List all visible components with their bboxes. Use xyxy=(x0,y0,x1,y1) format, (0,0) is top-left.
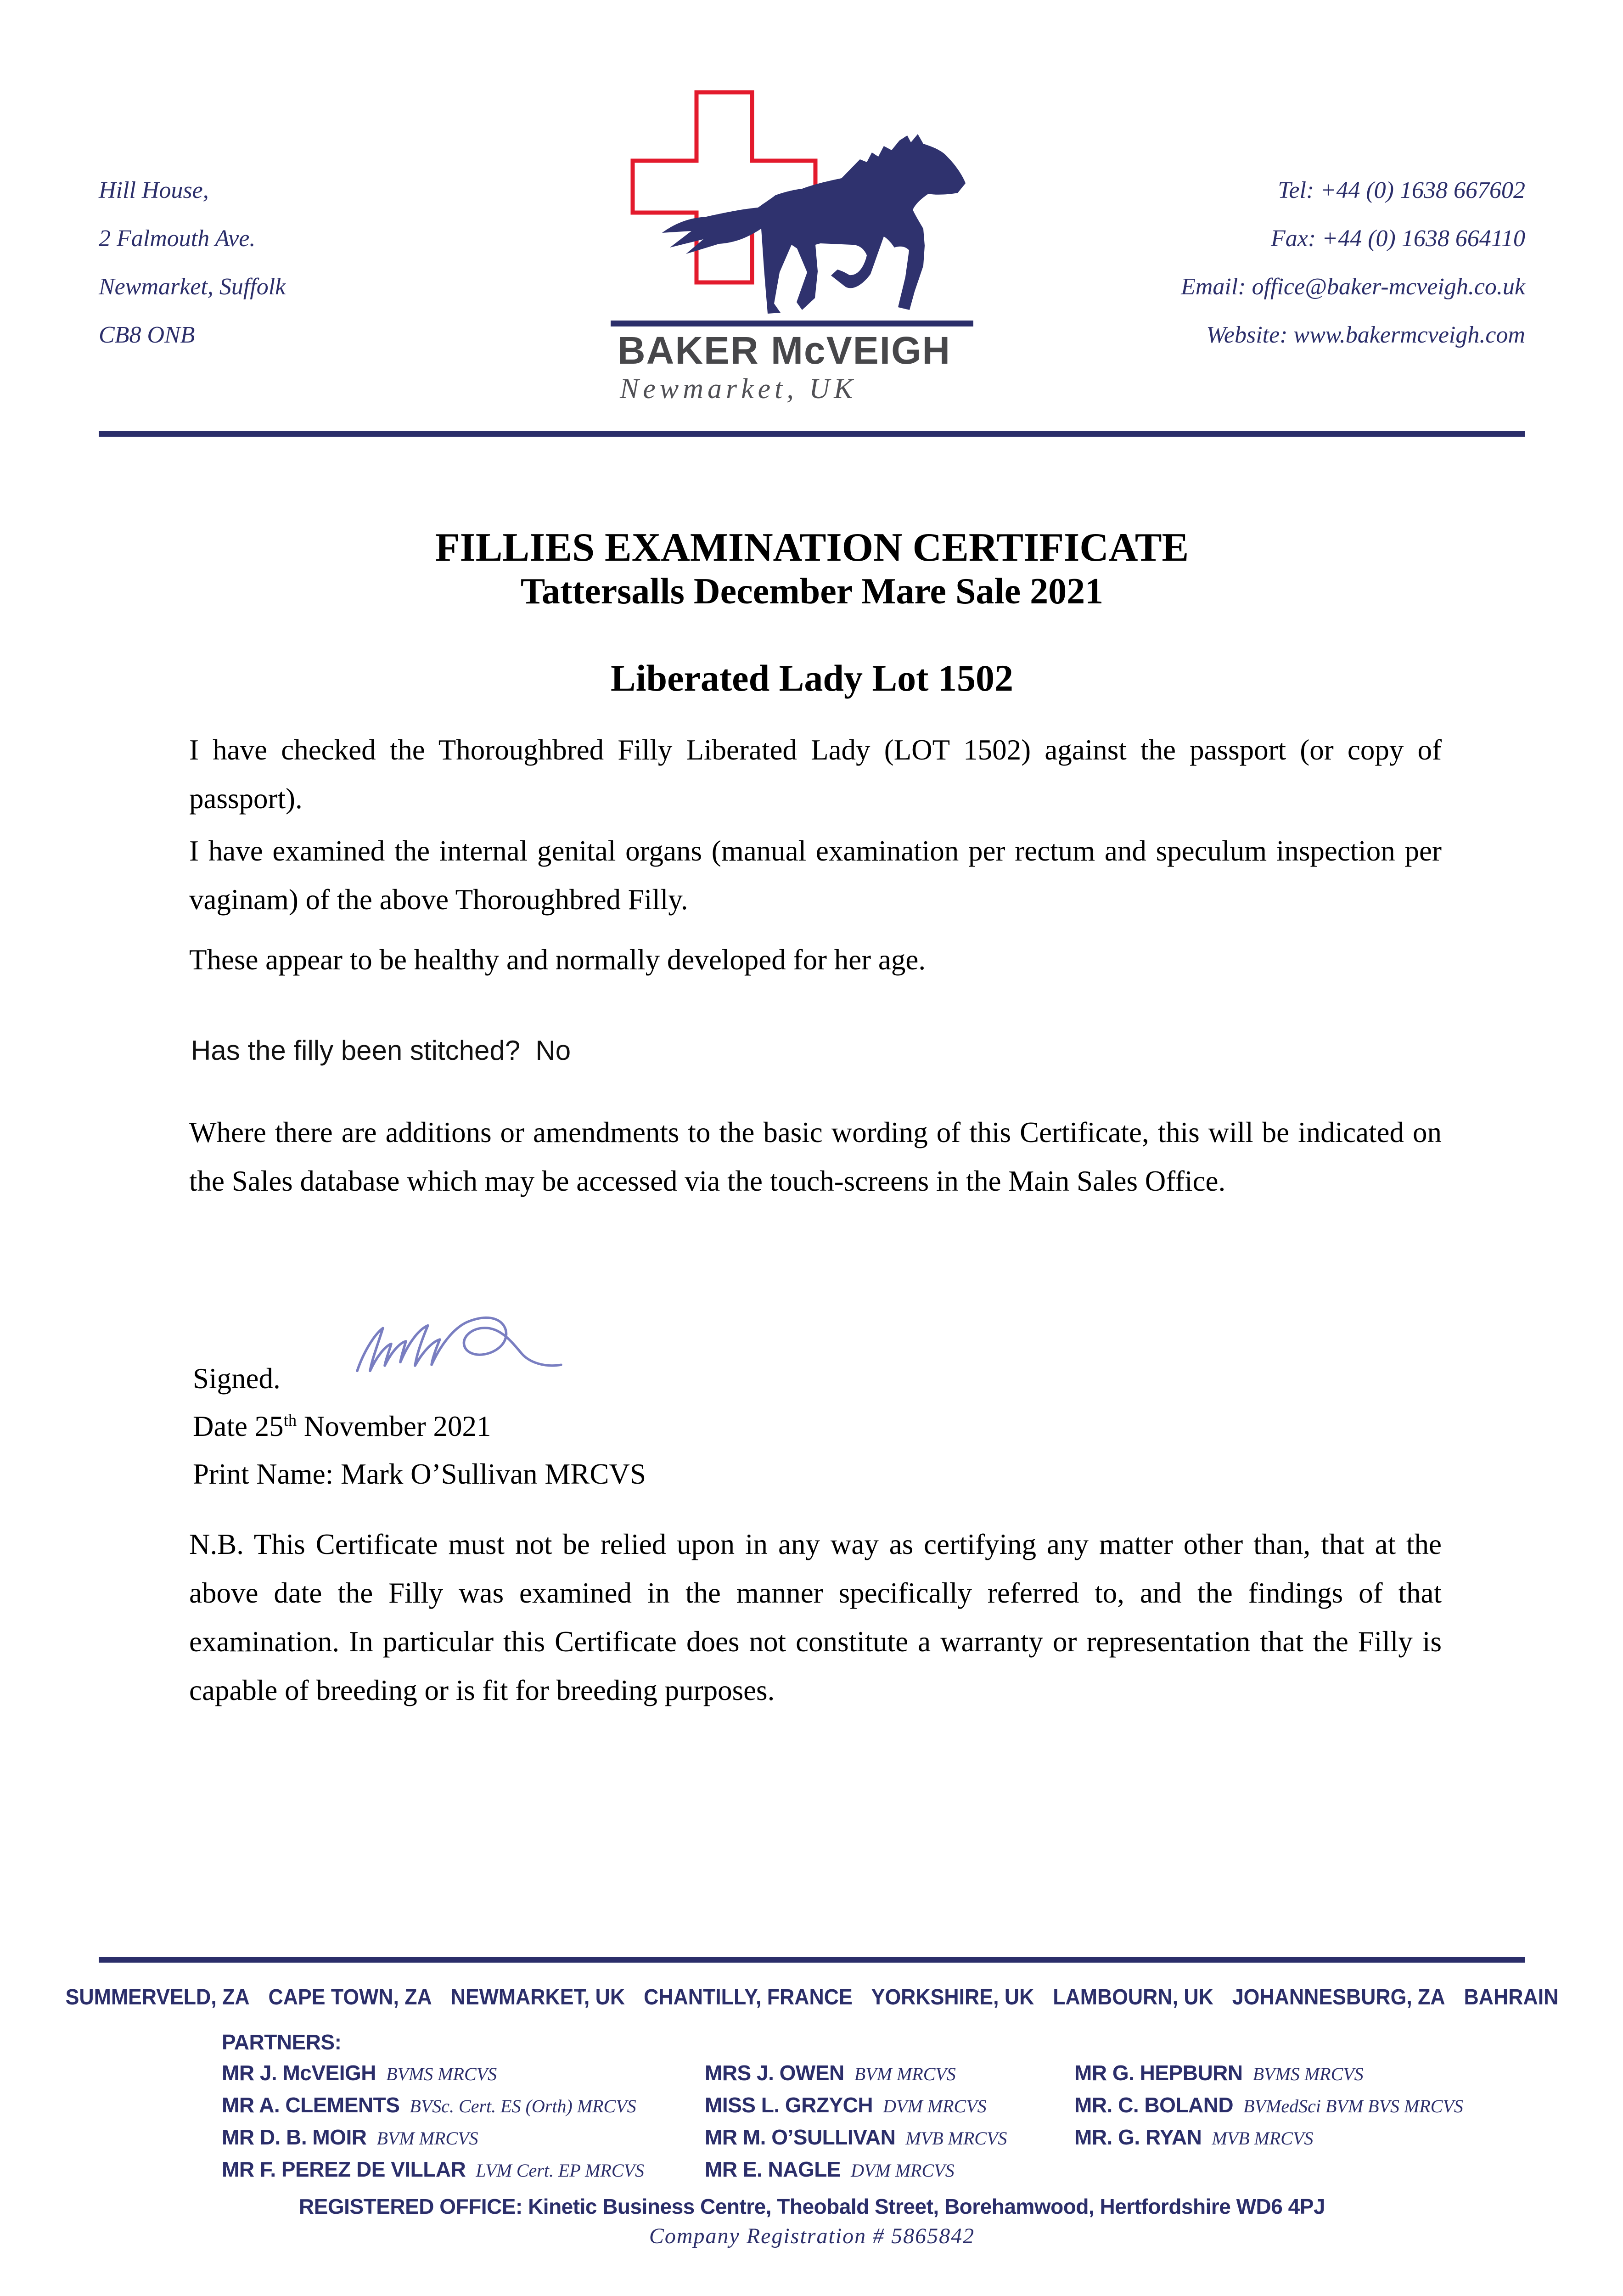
paragraph-examination: I have examined the internal genital organs (manual examination per rectum and speculum inspection per vaginam) of the above Thoroughbred Filly. xyxy=(189,835,1442,916)
practice-address xyxy=(99,166,286,359)
paragraph-disclaimer: N.B. This Certificate must not be relied upon in any way as certifying any matter other than, that at the above date the Filly was examined in the manner specifically referred to, and the findings of that examination. In particular this Certificate does not constitute a warranty or representation that the Filly is capable of breeding or is fit for breeding purposes. xyxy=(189,1528,1442,1706)
partner-name: MR. C. BOLAND xyxy=(1074,2093,1234,2117)
location-item: NEWMARKET, UK xyxy=(450,1985,625,2009)
location-item: JOHANNESBURG, ZA xyxy=(1232,1985,1445,2009)
signed-label: Signed. xyxy=(193,1362,281,1395)
partner-row xyxy=(222,2093,644,2125)
partners-column-2 xyxy=(705,2060,1007,2189)
contact-fax: Fax: +44 (0) 1638 664110 xyxy=(1270,225,1525,252)
partner-row xyxy=(1074,2060,1463,2093)
horse-lot-heading: Liberated Lady Lot 1502 xyxy=(611,657,1013,699)
partners-column-1 xyxy=(222,2060,644,2189)
date-line xyxy=(193,1403,491,1449)
location-item: SUMMERVELD, ZA xyxy=(65,1985,250,2009)
location-item: LAMBOURN, UK xyxy=(1053,1985,1213,2009)
partner-qualifications: BVMedSci BVM BVS MRCVS xyxy=(1243,2096,1463,2116)
practice-contact xyxy=(1181,166,1525,359)
partner-name: MR F. PEREZ DE VILLAR xyxy=(222,2157,466,2181)
galloping-horse-icon xyxy=(659,130,966,314)
partner-name: MR D. B. MOIR xyxy=(222,2125,367,2149)
partner-row xyxy=(705,2093,1007,2125)
logo-wordmark: BAKER McVEIGH xyxy=(618,329,951,372)
partner-qualifications: MVB MRCVS xyxy=(1212,2128,1314,2149)
partners-column-3 xyxy=(1074,2060,1463,2157)
location-item: BAHRAIN xyxy=(1464,1985,1559,2009)
certificate-title: FILLIES EXAMINATION CERTIFICATE xyxy=(435,525,1189,570)
date-prefix: Date 25 xyxy=(193,1410,284,1442)
header-divider xyxy=(99,431,1525,437)
footer-divider xyxy=(99,1957,1525,1963)
paragraph-findings: These appear to be healthy and normally developed for her age. xyxy=(189,944,926,976)
sale-subtitle: Tattersalls December Mare Sale 2021 xyxy=(520,571,1104,612)
address-line: CB8 ONB xyxy=(99,322,195,348)
partner-row xyxy=(1074,2125,1463,2157)
partners-label: PARTNERS: xyxy=(222,2030,342,2054)
logo-underline xyxy=(611,321,973,326)
partner-qualifications: BVMS MRCVS xyxy=(386,2064,497,2084)
partner-row xyxy=(705,2060,1007,2093)
partner-name: MR A. CLEMENTS xyxy=(222,2093,400,2117)
partner-row xyxy=(222,2157,644,2189)
partner-name: MRS J. OWEN xyxy=(705,2061,844,2085)
partner-qualifications: BVM MRCVS xyxy=(854,2064,956,2084)
location-item: YORKSHIRE, UK xyxy=(871,1985,1034,2009)
stitched-question-line: Has the filly been stitched? No xyxy=(191,1035,571,1066)
paragraph-passport-check: I have checked the Thoroughbred Filly Liberated Lady (LOT 1502) against the passport (or copy of passport). xyxy=(189,734,1442,815)
contact-website: Website: www.bakermcveigh.com xyxy=(1206,322,1525,348)
partner-name: MISS L. GRZYCH xyxy=(705,2093,873,2117)
partner-row xyxy=(705,2157,1007,2189)
office-locations-bar xyxy=(65,1985,1559,2010)
partner-row xyxy=(222,2060,644,2093)
partner-qualifications: DVM MRCVS xyxy=(851,2160,955,2181)
company-registration-line: Company Registration # 5865842 xyxy=(649,2224,975,2248)
partner-name: MR J. McVEIGH xyxy=(222,2061,376,2085)
partner-qualifications: BVMS MRCVS xyxy=(1252,2064,1364,2084)
partner-qualifications: BVSc. Cert. ES (Orth) MRCVS xyxy=(410,2096,636,2116)
partner-row xyxy=(705,2125,1007,2157)
logo-location: Newmarket, UK xyxy=(620,373,857,405)
date-ordinal-superscript: th xyxy=(283,1411,297,1429)
partner-qualifications: MVB MRCVS xyxy=(905,2128,1007,2149)
contact-email: Email: office@baker-mcveigh.co.uk xyxy=(1181,274,1525,300)
paragraph-amendments: Where there are additions or amendments to the basic wording of this Certificate, this will be indicated on the Sales database which may be accessed via the touch-screens in the Main Sales Office. xyxy=(189,1116,1442,1197)
print-name-line: Print Name: Mark O’Sullivan MRCVS xyxy=(193,1458,646,1490)
partner-qualifications: BVM MRCVS xyxy=(376,2128,478,2149)
partner-name: MR G. HEPBURN xyxy=(1074,2061,1243,2085)
partner-name: MR M. O’SULLIVAN xyxy=(705,2125,896,2149)
partner-qualifications: DVM MRCVS xyxy=(883,2096,987,2116)
partner-row xyxy=(1074,2093,1463,2125)
partner-row xyxy=(222,2125,644,2157)
location-item: CHANTILLY, FRANCE xyxy=(644,1985,853,2009)
address-line: 2 Falmouth Ave. xyxy=(99,225,256,252)
address-line: Newmarket, Suffolk xyxy=(99,274,286,300)
address-line: Hill House, xyxy=(99,177,209,203)
contact-tel: Tel: +44 (0) 1638 667602 xyxy=(1278,177,1525,203)
partner-qualifications: LVM Cert. EP MRCVS xyxy=(476,2160,644,2181)
handwritten-signature xyxy=(349,1302,574,1394)
date-suffix: November 2021 xyxy=(297,1410,491,1442)
registered-office-line: REGISTERED OFFICE: Kinetic Business Centre, Theobald Street, Borehamwood, Hertfordshire WD6 4PJ xyxy=(298,2195,1325,2218)
partner-name: MR E. NAGLE xyxy=(705,2157,841,2181)
location-item: CAPE TOWN, ZA xyxy=(268,1985,432,2009)
partner-name: MR. G. RYAN xyxy=(1074,2125,1202,2149)
